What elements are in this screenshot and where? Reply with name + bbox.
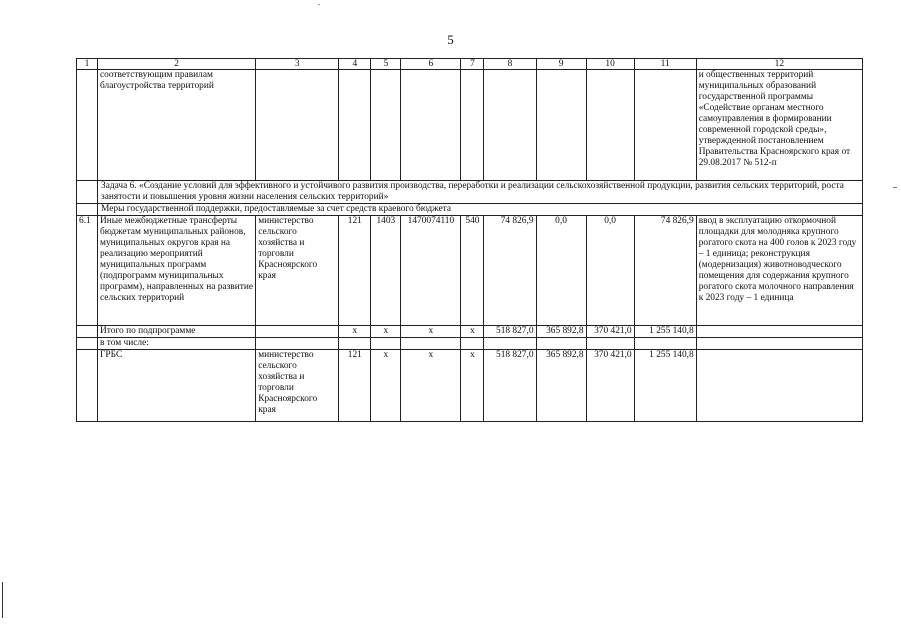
task-text: Задача 6. «Создание условий для эффективного и устойчивого развития производства, переработки и реализации сельскохозяйственной продукции, развития сельских территорий, роста занятости и повышения уровня жизни населения сельских территорий» (98, 181, 863, 204)
header-cell: 7 (461, 59, 484, 70)
page-number: 5 (447, 32, 454, 47)
table-row-6-1 (77, 216, 863, 326)
cell-code: х (339, 326, 371, 338)
cell-type: х (461, 350, 484, 422)
measures-text: Меры государственной поддержки, предоставляемые за счет средств краевого бюджета (98, 204, 863, 216)
cell-amount: 365 892,8 (536, 350, 586, 422)
grbs-row (77, 350, 863, 422)
including-row (77, 338, 863, 350)
budget-table (76, 58, 863, 422)
cell-amount: 365 892,8 (536, 326, 586, 338)
header-cell: 9 (536, 59, 586, 70)
cell-target: х (401, 326, 461, 338)
cell-amount: 0,0 (536, 216, 586, 326)
header-cell: 5 (371, 59, 401, 70)
cell-amount: 1 255 140,8 (634, 326, 696, 338)
cell-result: ввод в эксплуатацию откормочной площадки для молодняка крупного рогатого скота на 400 голов к 2023 году – 1 единица; реконструкция (модернизация) животноводческого помещения для содержания крупного рогатого скота молочного направления к 2023 году – 1 единица (696, 216, 862, 326)
binding-mark (2, 582, 3, 618)
including-label: в том числе: (98, 338, 256, 350)
cell-description: соответствующим правилам благоустройства территорий (98, 70, 256, 181)
header-cell: 11 (634, 59, 696, 70)
header-cell: 4 (339, 59, 371, 70)
header-row (77, 59, 863, 70)
cell-amount: 518 827,0 (484, 350, 536, 422)
header-cell: 8 (484, 59, 536, 70)
cell-target: 1470074110 (401, 216, 461, 326)
scan-speck (318, 4, 320, 5)
cell-amount: 370 421,0 (586, 326, 634, 338)
cell-description: Иные межбюджетные трансферты бюджетам муниципальных районов, муниципальных округов края на реализацию мероприятий муниципальных программ (подпрограмм муниципальных программ), направленных на развитие сельских территорий (98, 216, 256, 326)
table-row-continuation (77, 70, 863, 181)
cell-executor: министерство сельского хозяйства и торговли Красноярского края (256, 350, 339, 422)
header-cell: 3 (256, 59, 339, 70)
cell-section: х (371, 326, 401, 338)
cell-amount: 370 421,0 (586, 350, 634, 422)
row-number: 6.1 (77, 216, 98, 326)
cell-type: 540 (461, 216, 484, 326)
header-cell: 1 (77, 59, 98, 70)
total-row (77, 326, 863, 338)
cell-type: х (461, 326, 484, 338)
cell-target: х (401, 350, 461, 422)
cell-section: х (371, 350, 401, 422)
cell-amount: 1 255 140,8 (634, 350, 696, 422)
header-cell: 2 (98, 59, 256, 70)
margin-tick (893, 187, 897, 188)
cell-amount: 0,0 (586, 216, 634, 326)
header-cell: 6 (401, 59, 461, 70)
header-cell: 10 (586, 59, 634, 70)
cell-executor: министерство сельского хозяйства и торговли Красноярского края (256, 216, 339, 326)
cell-result: и общественных территорий муниципальных образований государственной программы «Содействие органам местного самоуправления в формировании современной городской среды», утвержденной постановлением Правительства Красноярского края от 29.08.2017 № 512-п (696, 70, 862, 181)
cell-section: 1403 (371, 216, 401, 326)
header-cell: 12 (696, 59, 862, 70)
cell-amount: 74 826,9 (634, 216, 696, 326)
total-label: Итого по подпрограмме (98, 326, 256, 338)
grbs-label: ГРБС (98, 350, 256, 422)
cell-amount: 518 827,0 (484, 326, 536, 338)
cell-amount: 74 826,9 (484, 216, 536, 326)
task-row (77, 181, 863, 204)
measures-row (77, 204, 863, 216)
cell-code: 121 (339, 216, 371, 326)
cell-code: 121 (339, 350, 371, 422)
